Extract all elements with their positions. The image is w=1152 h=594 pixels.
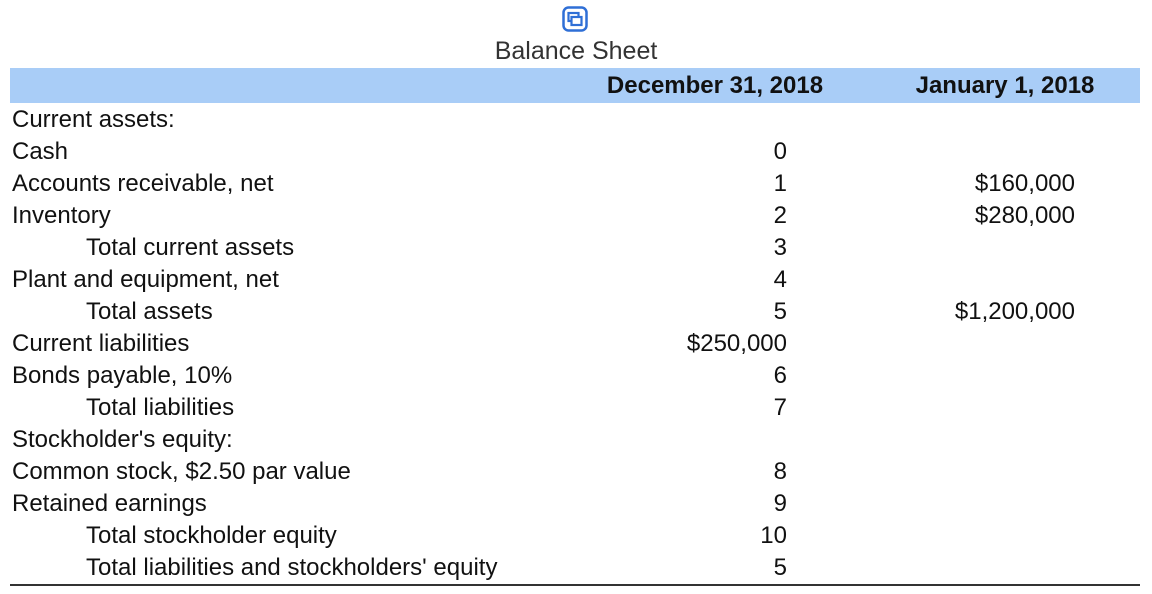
value-january: $280,000 [974,202,1075,229]
row-label: Cash [12,138,69,165]
balance-sheet-rows [10,104,1140,584]
column-header-december: December 31, 2018 [606,72,824,99]
row-label: Current liabilities [12,330,190,357]
row-label: Total stockholder equity [86,522,337,549]
sheet-title: Balance Sheet [494,37,658,65]
row-label: Common stock, $2.50 par value [12,458,351,485]
table-row [10,168,1140,200]
column-header-january: January 1, 2018 [915,72,1095,99]
value-december: 8 [773,458,787,485]
value-december: 10 [760,522,787,549]
row-label: Bonds payable, 10% [12,362,233,389]
table-row [10,520,1140,552]
table-row [10,488,1140,520]
column-header-bar [10,68,1140,103]
table-row [10,264,1140,296]
table-row [10,104,1140,136]
table-row [10,552,1140,584]
value-december: 0 [773,138,787,165]
table-row [10,328,1140,360]
row-label: Retained earnings [12,490,207,517]
value-december: 1 [773,170,787,197]
row-label: Stockholder's equity: [12,426,233,453]
table-row [10,392,1140,424]
table-row [10,456,1140,488]
value-december: $250,000 [686,330,787,357]
row-label: Accounts receivable, net [12,170,274,197]
value-december: 5 [773,298,787,325]
value-january: $1,200,000 [954,298,1075,325]
row-label: Total liabilities and stockholders' equity [86,554,498,581]
value-december: 7 [773,394,787,421]
copy-icon[interactable] [562,6,588,32]
value-december: 9 [773,490,787,517]
value-december: 5 [773,554,787,581]
value-january: $160,000 [974,170,1075,197]
bottom-rule [10,584,1140,586]
value-december: 4 [773,266,787,293]
table-row [10,136,1140,168]
row-label: Total liabilities [86,394,235,421]
table-row [10,360,1140,392]
table-row [10,232,1140,264]
row-label: Plant and equipment, net [12,266,279,293]
value-december: 3 [773,234,787,261]
value-december: 2 [773,202,787,229]
table-row [10,424,1140,456]
row-label: Current assets: [12,106,175,133]
table-row [10,296,1140,328]
table-row [10,200,1140,232]
row-label: Total current assets [86,234,295,261]
row-label: Inventory [12,202,111,229]
value-december: 6 [773,362,787,389]
row-label: Total assets [86,298,213,325]
